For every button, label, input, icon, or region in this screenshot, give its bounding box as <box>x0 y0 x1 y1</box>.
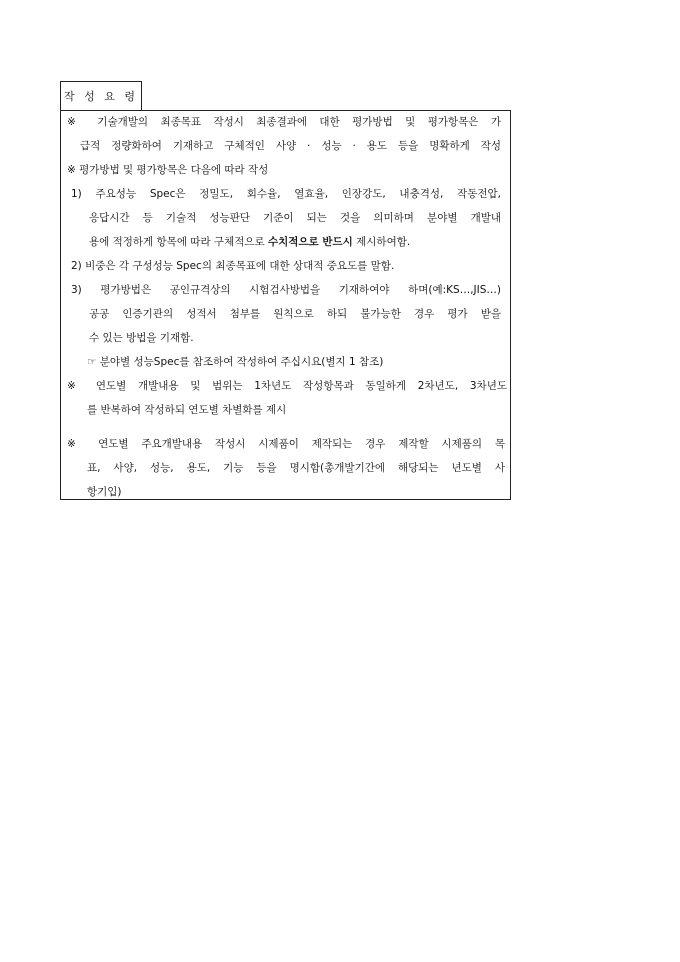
guide-line-reference: ☞ 분야별 성능Spec를 참조하여 작성하여 주십시요(별지 1 참조) <box>87 356 384 368</box>
writing-guide-box <box>60 110 511 500</box>
guide-line: ※ 기술개발의 최종목표 작성시 최종결과에 대한 평가방법 및 평가항목은 가 <box>67 116 501 128</box>
guide-line: ※ 연도별 주요개발내용 작성시 시제품이 제작되는 경우 제작할 시제품의 목 <box>67 438 505 450</box>
guide-line: 공공 인증기관의 성적서 첨부를 원칙으로 하되 불가능한 경우 평가 받을 <box>89 308 501 320</box>
guide-line: 항기입) <box>87 486 122 498</box>
guide-line-emphasis <box>89 235 410 249</box>
guide-line: 수 있는 방법을 기재함. <box>89 332 194 344</box>
guide-line: 응답시간 등 기술적 성능판단 기준이 되는 것을 의미하며 분야별 개발내 <box>89 212 501 224</box>
guide-text: 제시하여함. <box>356 236 411 248</box>
guide-title: 작 성 요 령 <box>60 81 142 111</box>
guide-line: 3) 평가방법은 공인규격상의 시험검사방법을 기재하여야 하며(예:KS…,JIS…) <box>71 284 501 296</box>
guide-text: 용에 적정하게 항목에 따라 구체적으로 <box>89 236 265 248</box>
guide-line: 를 반복하여 작성하되 연도별 차별화를 제시 <box>87 404 287 416</box>
emphasis-text: 수치적으로 반드시 <box>267 236 353 248</box>
guide-line: 급적 정량화하여 기재하고 구체적인 사양 · 성능 · 용도 등을 명확하게 작성 <box>80 140 501 152</box>
guide-line: ※ 연도별 개발내용 및 범위는 1차년도 작성항목과 동일하게 2차년도, 3차년도 <box>67 380 507 392</box>
guide-line: ※ 평가방법 및 평가항목은 다음에 따라 작성 <box>67 164 269 176</box>
guide-line: 표, 사양, 성능, 용도, 기능 등을 명시함(총개발기간에 해당되는 년도별 사 <box>87 462 505 474</box>
guide-line: 1) 주요성능 Spec은 정밀도, 회수율, 열효율, 인장강도, 내충격성, 작동전압, <box>71 188 501 200</box>
guide-line: 2) 비중은 각 구성성능 Spec의 최종목표에 대한 상대적 중요도를 말함. <box>71 260 395 272</box>
